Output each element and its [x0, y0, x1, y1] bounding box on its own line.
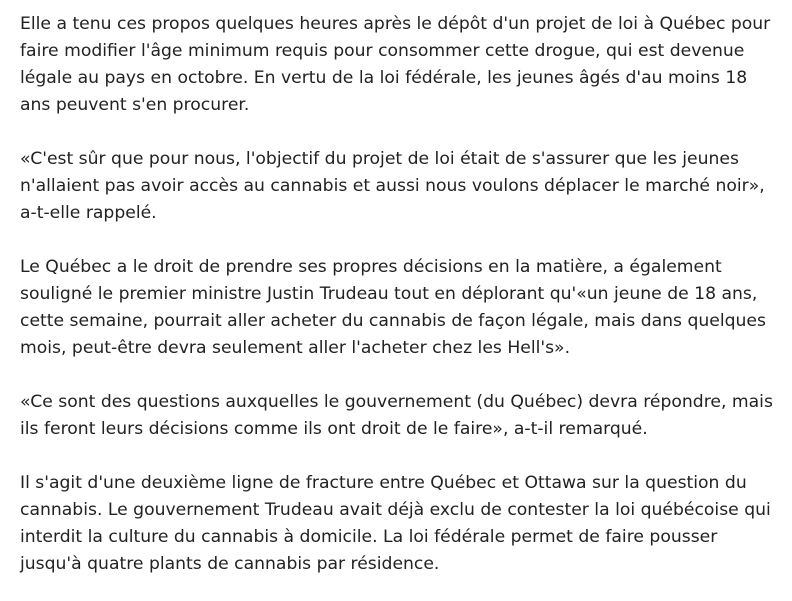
article-body: [20, 11, 780, 578]
paragraph: «C'est sûr que pour nous, l'objectif du projet de loi était de s'assurer que les jeunes n'allaient pas avoir accès au cannabis et aussi nous voulons déplacer le marché noir», a-t-elle rappelé.: [20, 149, 765, 223]
paragraph: «Ce sont des questions auxquelles le gouvernement (du Québec) devra répondre, mais ils feront leurs décisions comme ils ont droit de le faire», a-t-il remarqué.: [20, 392, 773, 439]
paragraph: Il s'agit d'une deuxième ligne de fracture entre Québec et Ottawa sur la question du cannabis. Le gouvernement Trudeau avait déjà exclu de contester la loi québécoise qui interdit la culture du cannabis à domicile. La loi fédérale permet de faire pousser jusqu'à quatre plants de cannabis par résidence.: [20, 473, 771, 574]
paragraph: Elle a tenu ces propos quelques heures après le dépôt d'un projet de loi à Québec pour faire modifier l'âge minimum requis pour consommer cette drogue, qui est devenue légale au pays en octobre. En vertu de la loi fédérale, les jeunes âgés d'au moins 18 ans peuvent s'en procurer.: [20, 14, 771, 115]
paragraph: Le Québec a le droit de prendre ses propres décisions en la matière, a également souligné le premier ministre Justin Trudeau tout en déplorant qu'«un jeune de 18 ans, cette semaine, pourrait aller acheter du cannabis de façon légale, mais dans quelques mois, peut-être devra seulement aller l'acheter chez les Hell's».: [20, 257, 766, 358]
